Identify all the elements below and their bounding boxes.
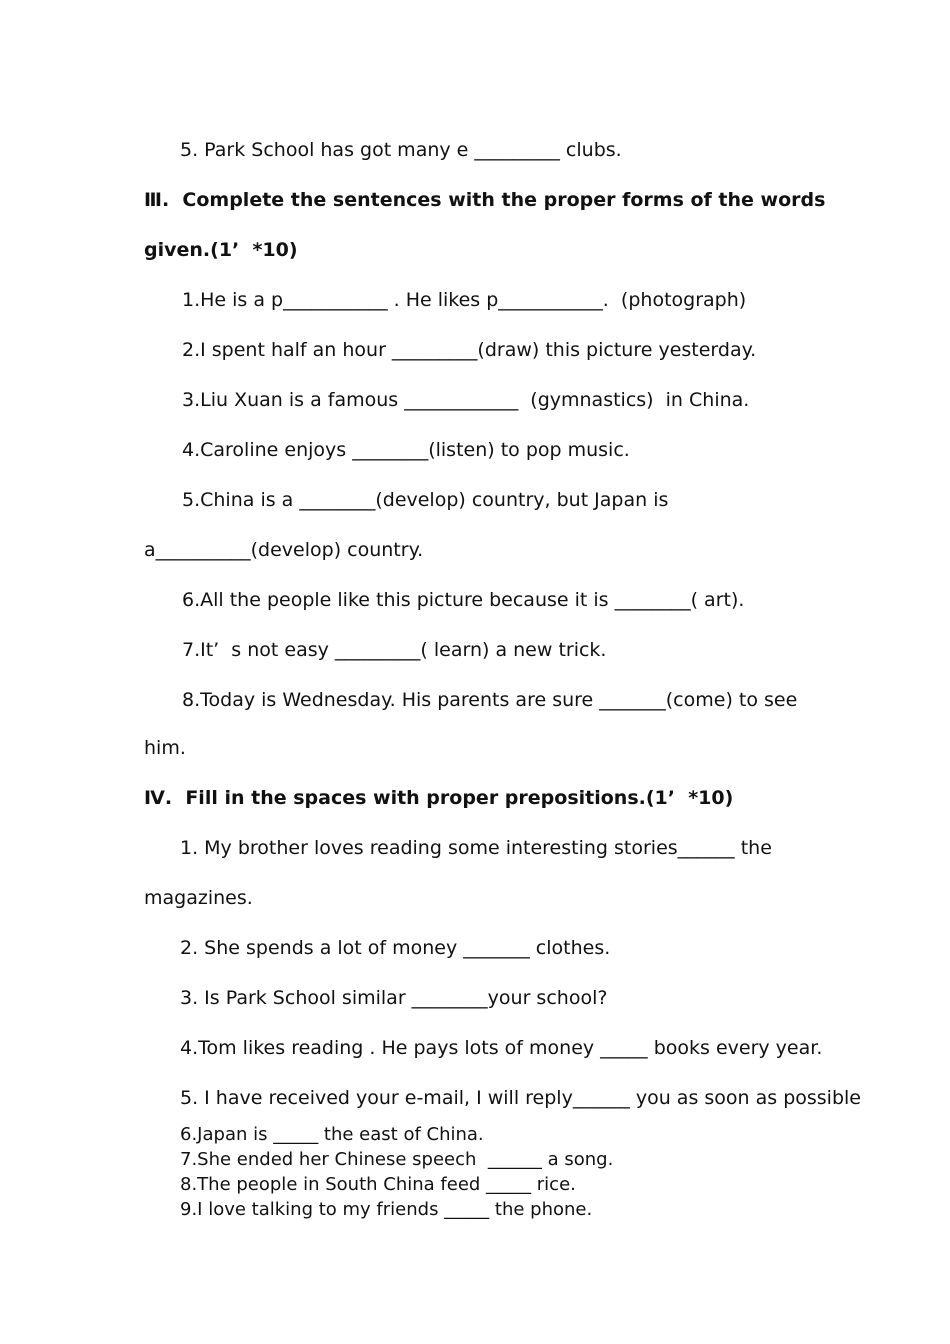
section4-item-9: 9.I love talking to my friends _____ the phone. (180, 1199, 593, 1220)
section4-item-4: 4.Tom likes reading . He pays lots of money _____ books every year. (180, 1037, 823, 1059)
section3-heading (144, 188, 825, 212)
section3-item-2: 2.I spent half an hour _________(draw) this picture yesterday. (182, 339, 757, 361)
section3-item-7: 7.It’ s not easy _________( learn) a new trick. (182, 639, 607, 661)
section3-numeral: Ⅲ (144, 189, 162, 211)
section4-item-5: 5. I have received your e-mail, I will reply______ you as soon as possible (180, 1087, 861, 1109)
section4-item-1-continued: magazines. (144, 887, 253, 909)
section4-title: . Fill in the spaces with proper prepositions.(1’ *10) (164, 787, 734, 809)
section3-item-8: 8.Today is Wednesday. His parents are sure _______(come) to see (182, 689, 798, 711)
section2-item-5: 5. Park School has got many e _________ clubs. (180, 139, 622, 161)
section3-item-8-continued: him. (144, 737, 186, 759)
section3-title-line1: . Complete the sentences with the proper forms of the words (161, 189, 826, 211)
section4-item-6: 6.Japan is _____ the east of China. (180, 1124, 484, 1145)
section4-numeral: Ⅳ (144, 787, 165, 809)
section3-item-3: 3.Liu Xuan is a famous ____________ (gymnastics) in China. (182, 389, 750, 411)
section4-item-7: 7.She ended her Chinese speech ______ a song. (180, 1149, 614, 1170)
section4-item-2: 2. She spends a lot of money _______ clothes. (180, 937, 611, 959)
section3-item-5-continued: a__________(develop) country. (144, 539, 424, 561)
section3-item-1: 1.He is a p___________ . He likes p___________. (photograph) (182, 289, 747, 311)
section4-item-1: 1. My brother loves reading some interesting stories______ the (180, 837, 772, 859)
section4-item-3: 3. Is Park School similar ________your school? (180, 987, 608, 1009)
section4-item-8: 8.The people in South China feed _____ rice. (180, 1174, 576, 1195)
section3-title-line2: given.(1’ *10) (144, 239, 298, 261)
section3-item-6: 6.All the people like this picture because it is ________( art). (182, 589, 745, 611)
section4-heading (144, 786, 733, 810)
section3-item-5: 5.China is a ________(develop) country, but Japan is (182, 489, 669, 511)
section3-item-4: 4.Caroline enjoys ________(listen) to pop music. (182, 439, 630, 461)
